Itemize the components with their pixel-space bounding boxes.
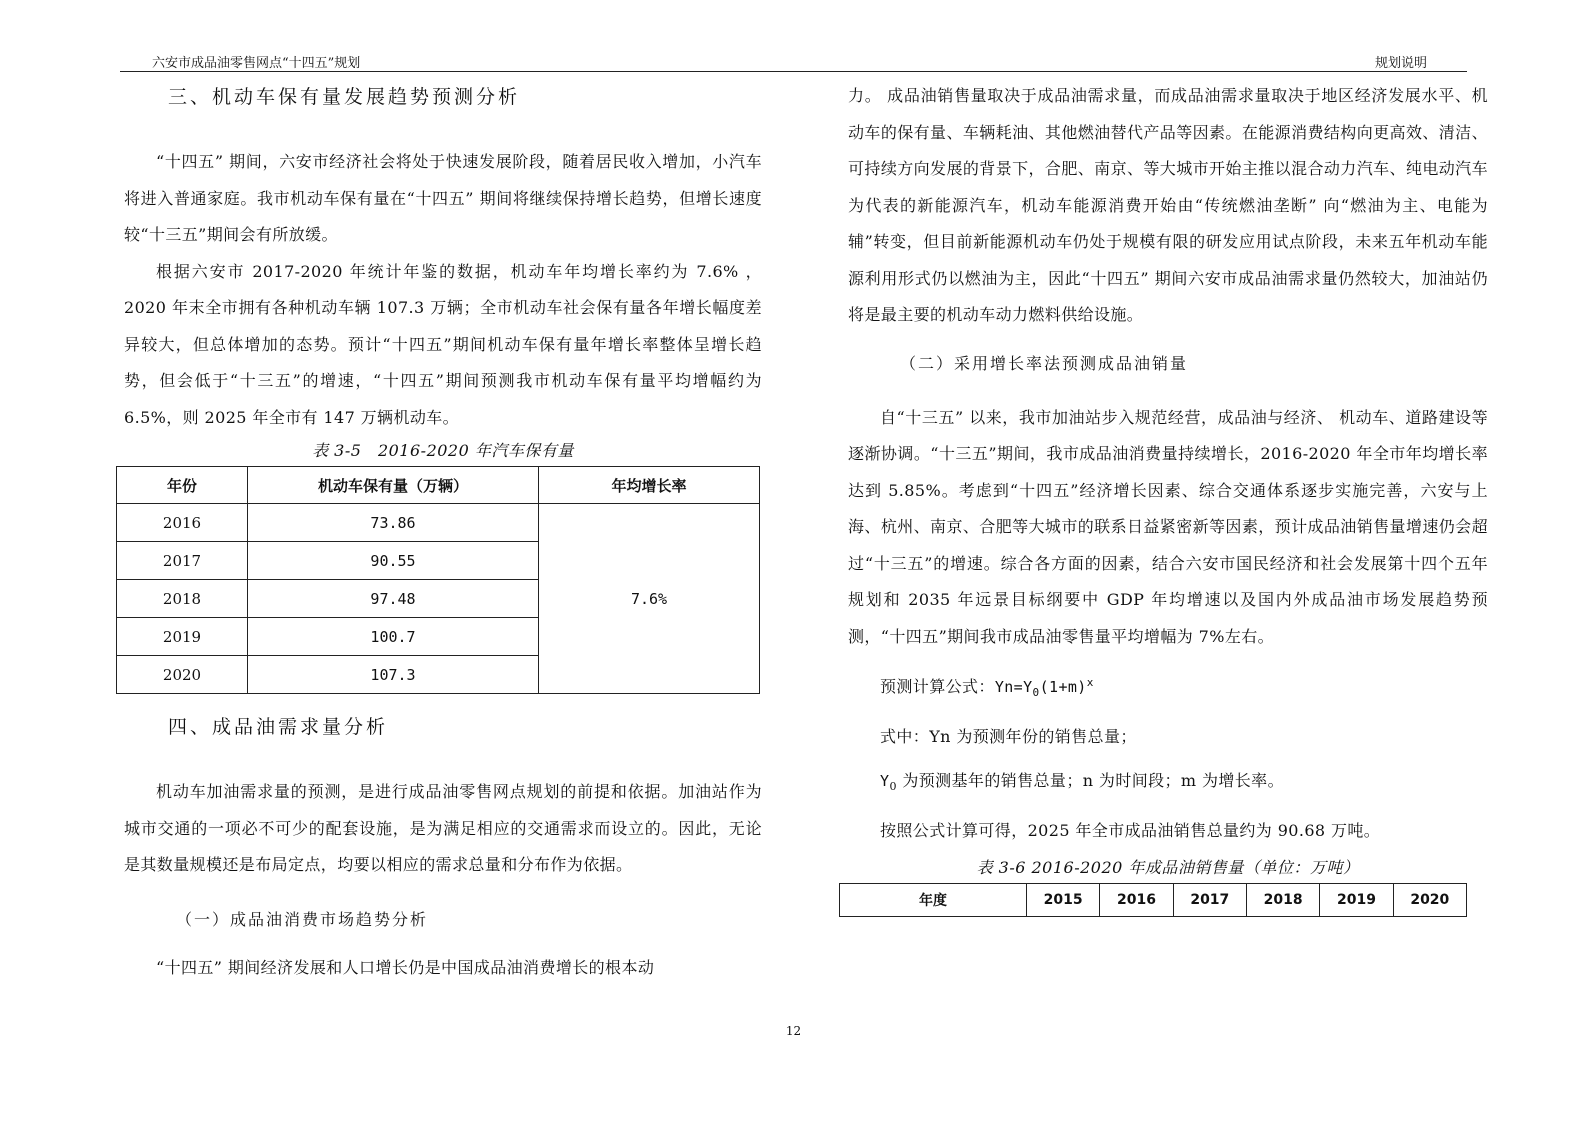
table-header-cell: 2020 [1393,884,1466,917]
spacer [848,334,1488,344]
oil-sales-table [839,883,1467,917]
formula-part: (1+m) [1039,678,1087,696]
formula-definition [848,759,1488,809]
year-cell: 2018 [117,580,248,618]
symbol-subscript: 0 [889,780,897,794]
spacer [124,746,762,774]
year-cell: 2019 [117,618,248,656]
value-cell: 107.3 [248,656,539,694]
spacer [124,116,762,144]
right-column [848,78,1488,917]
formula-part: Yn=Y [994,678,1033,696]
table-header-cell: 年均增长率 [539,467,760,504]
formula-superscript: x [1086,676,1094,689]
table-header-cell: 2016 [1100,884,1173,917]
subsection-heading-2: （二）采用增长率法预测成品油销量 [900,353,1189,373]
table-header-cell: 2019 [1320,884,1393,917]
table-header-cell: 年度 [840,884,1027,917]
header-section-name: 规划说明 [1374,56,1427,71]
paragraph: “十四五” 期间经济发展和人口增长仍是中国成品油消费增长的根本动 [156,957,655,977]
spacer [124,884,762,900]
table-caption: 表 3-5 2016-2020 年汽车保有量 [312,441,574,460]
year-cell: 2017 [117,542,248,580]
formula [994,676,1094,699]
formula-subscript: 0 [1032,686,1040,699]
subsection-heading-1: （一）成品油消费市场趋势分析 [176,909,429,929]
table-row [117,504,760,542]
vehicle-ownership-table [116,466,760,694]
spacer [124,694,762,708]
table-header-cell: 机动车保有量（万辆） [248,467,539,504]
value-cell: 90.55 [248,542,539,580]
year-cell: 2020 [117,656,248,694]
table-header-row [117,467,760,504]
paragraph: 机动车加油需求量的预测，是进行成品油零售网点规划的前提和依据。加油站作为城市交通的一项必不可少的配套设施，是为满足相应的交通需求而设立的。因此，无论是其数量规模还是布局定点，均要以相应的需求总量和分布作为依据。 [124,782,762,874]
definition-text: 为预测基年的销售总量；n 为时间段；m 为增长率。 [896,771,1284,790]
page-number: 12 [785,1024,802,1038]
formula-label: 预测计算公式： [880,677,995,696]
section-heading-4: 四、成品油需求量分析 [168,716,389,738]
spacer [848,384,1488,400]
paragraph: 力。 成品油销售量取决于成品油需求量，而成品油需求量取决于地区经济发展水平、机动车的保有量、车辆耗油、其他燃油替代产品等因素。在能源消费结构向更高效、清洁、可持续方向发展的背景下，合肥、南京、等大城市开始主推以混合动力汽车、纯电动汽车为代表的新能源汽车，机动车能源消费开始由“传统燃油垄断” 向“燃油为主、电能为辅”转变，但目前新能源机动车仍处于规模有限的研发应用试点阶段，未来五年机动车能源利用形式仍以燃油为主，因此“十四五” 期间六安市成品油需求量仍然较大，加油站仍将是最主要的机动车动力燃料供给设施。 [848,86,1488,324]
table-header-cell: 年份 [117,467,248,504]
value-cell: 97.48 [248,580,539,618]
symbol: Y [880,772,890,790]
value-cell: 73.86 [248,504,539,542]
table-header-row [840,884,1467,917]
table-header-cell: 2015 [1027,884,1100,917]
table-header-cell: 2018 [1246,884,1319,917]
header-rule [120,71,1467,72]
value-cell: 100.7 [248,618,539,656]
paragraph: “十四五” 期间，六安市经济社会将处于快速发展阶段，随着居民收入增加，小汽车将进入普通家庭。我市机动车保有量在“十四五” 期间将继续保持增长趋势，但增长速度较“十三五”期间会有所放缓。 [124,152,762,244]
paragraph: 根据六安市 2017-2020 年统计年鉴的数据，机动车年均增长率约为 7.6% ，2020 年末全市拥有各种机动车辆 107.3 万辆；全市机动车社会保有量各年增长幅度差异较大，但总体增加的态势。预计“十四五”期间机动车保有量年增长率整体呈增长趋势，但会低于“十三五”的增速，“十四五”期间预测我市机动车保有量平均增幅约为 6.5%，则 2025 年全市有 147 万辆机动车。 [124,261,762,427]
paragraph: 自“十三五” 以来，我市加油站步入规范经营，成品油与经济、 机动车、道路建设等逐渐协调。“十三五”期间，我市成品油消费量持续增长，2016-2020 年全市年均增长率达到 5.85%。考虑到“十四五”经济增长因素、综合交通体系逐步实施完善，六安与上海、杭州、南京、合肥等大城市的联系日益紧密新等因素，预计成品油销售量增速仍会超过“十三五”的增速。综合各方面的因素，结合六安市国民经济和社会发展第十四个五年规划和 2035 年远景目标纲要中 GDP 年均增速以及国内外成品油市场发展趋势预测，“十四五”期间我市成品油零售量平均增幅为 7%左右。 [848,407,1488,646]
table-caption: 表 3-6 2016-2020 年成品油销售量（单位：万吨） [976,858,1360,878]
growth-rate-cell: 7.6% [539,504,760,694]
section-heading-3: 三、机动车保有量发展趋势预测分析 [168,86,521,108]
spacer [124,940,762,950]
formula-line [848,661,1488,715]
year-cell: 2016 [117,504,248,542]
result-sentence: 按照公式计算可得，2025 年全市成品油销售总量约为 90.68 万吨。 [880,821,1381,841]
formula-definition: 式中：Yn 为预测年份的销售总量； [880,727,1137,746]
left-column [124,78,762,986]
table-header-cell: 2017 [1173,884,1246,917]
header-document-title: 六安市成品油零售网点“十四五”规划 [152,56,361,71]
